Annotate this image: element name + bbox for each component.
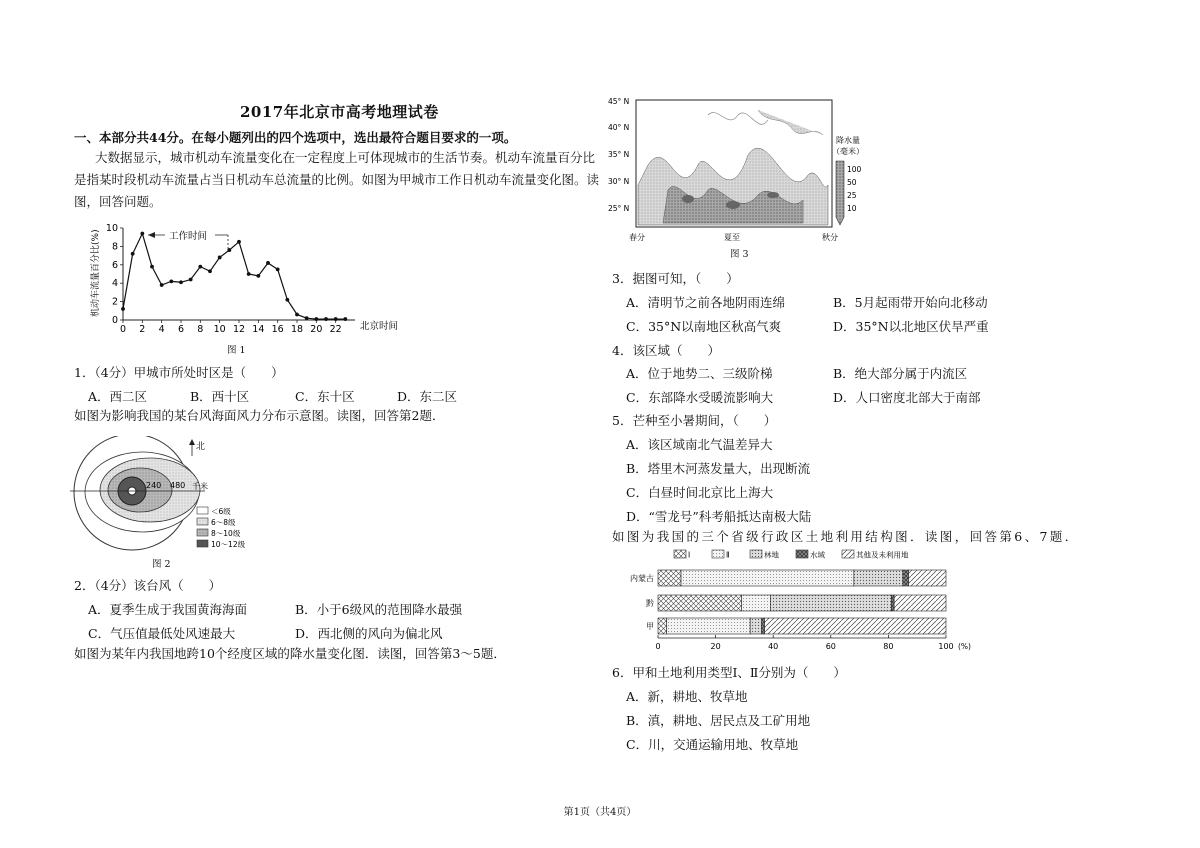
q6-stem: 6．甲和土地利用类型Ⅰ、Ⅱ分别为（ ） (612, 665, 846, 680)
page-footer: 第1页（共4页） (563, 807, 637, 818)
q4-stem: 4．该区域（ ） (612, 343, 720, 358)
figure1-x-tick-label: 22 (329, 324, 342, 335)
figure4-x-tick-label: 100 (938, 642, 954, 651)
figure4-category-label: 内蒙古 (630, 574, 654, 583)
q1-option-a: A．西二区 (88, 389, 148, 404)
figure1-caption: 图 1 (227, 345, 246, 356)
figure1-x-tick-label: 12 (232, 324, 246, 335)
legend-title-1: 降水量 (836, 136, 860, 145)
figure1-x-tick-label: 16 (271, 324, 284, 335)
q6-option-a: A．新，耕地、牧草地 (626, 689, 748, 704)
figure1-point (160, 283, 164, 287)
intro2: 如图为影响我国的某台风海面风力分布示意图。读图，回答第2题． (74, 408, 445, 423)
figure4-bar-segment (667, 618, 751, 634)
figure1-point (266, 261, 270, 265)
figure1-x-tick-label: 18 (290, 324, 304, 335)
figure4-legend-label: Ⅰ (688, 550, 691, 560)
figure1-y-tick-label: 10 (105, 223, 118, 234)
lat-25: 25° N (608, 204, 630, 213)
figure1-series (121, 232, 347, 321)
figure1-point (247, 272, 251, 276)
q3-option-d: D．35°N以北地区伏旱严重 (833, 319, 989, 334)
intro1-line2: 是指某时段机动车流量占当日机动车总流量的比例。如图为甲城市工作日机动车流量变化图。读 (74, 172, 600, 187)
q4-option-c: C．东部降水受暖流影响大 (626, 390, 774, 405)
q1-stem: 1．（4分）甲城市所处时区是（ ） (74, 365, 284, 380)
figure1-y-tick-label: 6 (111, 259, 118, 271)
q2-option-c: C．气压值最低处风速最大 (88, 626, 236, 641)
q2-option-b: B．小于6级风的范围降水最强 (295, 602, 463, 617)
figure1-point (131, 252, 135, 256)
lat-45: 45° N (608, 97, 630, 106)
figure4-bar-segment (762, 618, 765, 634)
figure4-category-label: 黔 (646, 599, 654, 608)
figure1-point (314, 317, 318, 321)
north-label: 北 (196, 442, 206, 452)
q5-stem: 5．芒种至小暑期间，（ ） (612, 413, 777, 428)
figure4-x-tick-label: 0 (655, 642, 661, 651)
work-hours-annotation (148, 228, 228, 252)
figure4-bar-segment (903, 570, 909, 586)
figure1-x-tick-label: 8 (197, 324, 204, 335)
intro1-line3: 图，回答问题。 (74, 194, 162, 209)
km-label: 千米 (192, 482, 208, 491)
figure4-bar-segment (770, 595, 891, 611)
figure4-bar-segment (658, 618, 667, 634)
figure1-point (189, 278, 193, 282)
figure4-legend-label: 水域 (810, 550, 825, 560)
figure4-bar-segment (658, 595, 742, 611)
lat-35: 35° N (608, 150, 630, 159)
figure4-category-label: 甲 (646, 622, 654, 631)
legend-50: 50 (847, 178, 857, 187)
q3-option-c: C．35°N以南地区秋高气爽 (626, 319, 782, 334)
q5-option-a: A．该区域南北气温差异大 (626, 437, 773, 452)
figure4-x-tick-label: 20 (710, 642, 721, 651)
section-heading: 一、本部分共44分。在每小题列出的四个选项中，选出最符合题目要求的一项。 (74, 130, 517, 145)
figure1-x-tick-label: 20 (310, 324, 323, 335)
figure4-x-tick-label: 60 (825, 642, 836, 651)
figure4-bar-segment (894, 595, 946, 611)
figure1-point (237, 240, 241, 244)
figure3-legend (832, 135, 864, 225)
q6-option-c: C．川，交通运输用地、牧草地 (626, 737, 799, 752)
figure4-x-axis (655, 635, 971, 651)
figure4-bar-segment (681, 570, 854, 586)
q2-option-a: A．夏季生成于我国黄海海面 (88, 602, 248, 617)
ring-label-240: 240 (146, 481, 162, 490)
x-summer-solstice: 夏至 (724, 233, 740, 242)
q4-option-b: B．绝大部分属于内流区 (833, 366, 968, 381)
figure1-series-line (123, 234, 345, 320)
q1-option-c: C．东十区 (295, 389, 355, 404)
figure1-point (276, 268, 280, 272)
figure1-point (140, 232, 144, 236)
figure1-point (334, 317, 338, 321)
figure2-typhoon-diagram (70, 436, 280, 566)
intro1-line1: 大数据显示，城市机动车流量变化在一定程度上可体现城市的生活节奏。机动车流量百分比 (95, 150, 596, 165)
figure1-x-tick-label: 10 (213, 324, 226, 335)
figure4-x-tick-label: 80 (883, 642, 894, 651)
q1-option-b: B．西十区 (190, 389, 250, 404)
q4-option-d: D．人口密度北部大于南部 (833, 390, 981, 405)
figure1-point (179, 280, 183, 284)
figure1-x-tick-label: 14 (252, 324, 265, 335)
lat-30: 30° N (608, 177, 630, 186)
figure1-x-tick-label: 0 (119, 324, 127, 335)
figure4-land-use-chart (616, 546, 976, 658)
legend-10: 10 (847, 204, 857, 213)
ring-label-480: 480 (170, 481, 186, 490)
figure4-legend-label: 其他及未利用地 (856, 550, 909, 560)
figure4-legend-label: Ⅱ (726, 550, 730, 560)
work-hours-label: 工作时间 (169, 231, 208, 242)
figure4-legend-swatch (842, 550, 854, 558)
legend-25: 25 (847, 191, 857, 200)
legend-6-8: 6～8级 (211, 518, 236, 527)
q2-option-d: D．西北侧的风向为偏北风 (295, 626, 443, 641)
legend-lt6: ＜6级 (211, 507, 231, 516)
figure1-point (198, 265, 202, 269)
figure4-bars (630, 570, 946, 634)
q3-option-b: B．5月起雨带开始向北移动 (833, 295, 988, 310)
q3-option-a: A．清明节之前各地阴雨连绵 (626, 295, 786, 310)
figure1-point (285, 298, 289, 302)
figure1-y-tick-label: 4 (111, 278, 118, 290)
figure2-caption: 图 2 (152, 559, 171, 570)
figure1-point (169, 279, 173, 283)
figure4-legend-label: 林地 (764, 550, 779, 560)
q4-option-a: A．位于地势二、三级阶梯 (626, 366, 773, 381)
figure1-xlabel: 北京时间 (360, 321, 399, 332)
figure1-y-tick-label: 8 (111, 241, 118, 253)
figure4-bar-segment (909, 570, 946, 586)
q3-stem: 3．据图可知，（ ） (612, 271, 739, 286)
x-autumn-equinox: 秋分 (822, 233, 838, 242)
q6-option-b: B．滇，耕地、居民点及工矿用地 (626, 713, 811, 728)
figure2-legend (197, 507, 246, 549)
x-spring-equinox: 春分 (629, 233, 645, 242)
legend-100: 100 (847, 165, 862, 174)
figure4-legend-swatch (674, 550, 686, 558)
q5-option-d: D．“雪龙号”科考船抵达南极大陆 (626, 509, 812, 524)
figure1-point (150, 265, 154, 269)
paper-title: 2017年北京市高考地理试卷 (240, 103, 439, 121)
figure4-bar-segment (742, 595, 771, 611)
figure4-legend-swatch (712, 550, 724, 558)
figure1-x-tick-label: 6 (177, 324, 185, 335)
figure4-legend (674, 550, 909, 560)
figure1-point (208, 269, 212, 273)
legend-8-10: 8～10级 (211, 529, 241, 538)
figure1-ylabel: 机动车流量百分比(%) (91, 229, 101, 317)
figure1-point (343, 317, 347, 321)
intro4: 如图为我国的三个省级行政区土地利用结构图．读图，回答第6、7题． (612, 529, 1080, 544)
figure1-x-tick-label: 2 (139, 324, 146, 335)
figure1-point (324, 317, 328, 321)
figure4-bar-segment (891, 595, 894, 611)
figure1-line-chart (85, 222, 415, 350)
figure4-bar-segment (765, 618, 946, 634)
q5-option-c: C．白昼时间北京比上海大 (626, 485, 774, 500)
figure4-bar-segment (854, 570, 903, 586)
figure4-unit-label: (%) (958, 642, 971, 651)
figure1-point (295, 313, 299, 317)
figure1-point (218, 256, 222, 260)
figure4-legend-swatch (750, 550, 762, 558)
legend-title-2: （毫米） (832, 147, 864, 156)
figure4-x-tick-label: 40 (768, 642, 779, 651)
figure3-caption: 图 3 (730, 249, 749, 260)
figure4-bar-segment (658, 570, 681, 586)
figure1-y-tick-label: 0 (111, 315, 118, 326)
figure1-y-tick-label: 2 (111, 296, 118, 308)
figure4-bar-segment (750, 618, 762, 634)
q2-stem: 2．（4分）该台风（ ） (74, 578, 222, 593)
figure3-precipitation-chart (608, 95, 870, 255)
figure1-point (256, 274, 260, 278)
q5-option-b: B．塔里木河蒸发量大，出现断流 (626, 461, 811, 476)
legend-10-12: 10～12级 (211, 540, 246, 549)
figure1-x-tick-label: 4 (158, 324, 165, 335)
figure1-point (305, 316, 309, 320)
lat-40: 40° N (608, 123, 630, 132)
intro3: 如图为某年内我国地跨10个经度区域的降水量变化图．读图，回答第3～5题． (74, 646, 506, 661)
figure4-legend-swatch (796, 550, 808, 558)
figure1-point (121, 307, 125, 311)
q1-option-d: D．东二区 (397, 389, 458, 404)
